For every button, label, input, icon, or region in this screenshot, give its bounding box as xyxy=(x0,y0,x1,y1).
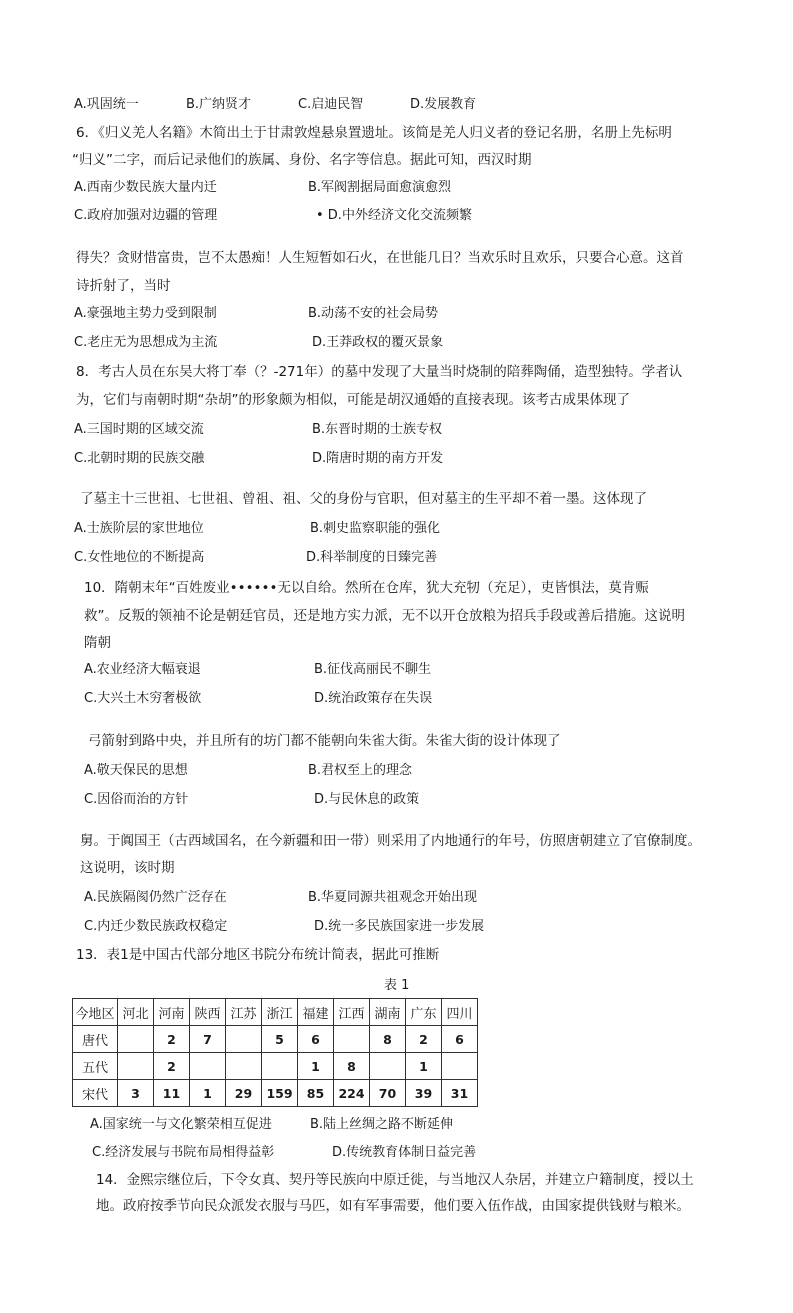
table-cell: 1 xyxy=(406,1053,442,1080)
table-header-cell: 河南 xyxy=(154,999,190,1026)
q9-option-a: A.士族阶层的家世地位 xyxy=(74,521,204,536)
table-header-cell: 浙江 xyxy=(262,999,298,1026)
table-header-cell: 福建 xyxy=(298,999,334,1026)
table-header-cell: 江苏 xyxy=(226,999,262,1026)
table-row xyxy=(73,1053,478,1080)
q8-option-d: D.隋唐时期的南方开发 xyxy=(312,451,444,466)
table-cell: 3 xyxy=(118,1080,154,1107)
q14-stem-line1: 14．金熙宗继位后，下令女真、契丹等民族向中原迁徙，与当地汉人杂居，并建立户籍制度，授以土 xyxy=(96,1172,694,1188)
table-cell: 8 xyxy=(334,1053,370,1080)
table-cell xyxy=(118,1053,154,1080)
q9-option-c: C.女性地位的不断提高 xyxy=(74,550,205,565)
table-cell: 2 xyxy=(406,1026,442,1053)
table-cell: 159 xyxy=(262,1080,298,1107)
q12-option-b: B.华夏同源共祖观念开始出现 xyxy=(308,890,478,905)
q8-option-c: C.北朝时期的民族交融 xyxy=(74,451,205,466)
table-header-cell: 河北 xyxy=(118,999,154,1026)
q8-option-a: A.三国时期的区域交流 xyxy=(74,422,204,437)
table-row-label: 唐代 xyxy=(73,1026,118,1053)
q7-option-d: D.王莽政权的覆灭景象 xyxy=(312,335,444,350)
q7-option-c: C.老庄无为思想成为主流 xyxy=(74,335,218,350)
q10-option-b: B.征伐高丽民不聊生 xyxy=(314,662,432,677)
table-cell: 6 xyxy=(298,1026,334,1053)
q12-stem-line2: 这说明，该时期 xyxy=(80,860,175,876)
table-cell xyxy=(226,1053,262,1080)
q6-option-d: • D.中外经济文化交流频繁 xyxy=(316,208,472,223)
q6-stem-line2: “归义”二字，而后记录他们的族属、身份、名字等信息。据此可知，西汉时期 xyxy=(72,152,532,168)
q7-stem-line1: 得失？贪财惜富贵，岂不太愚痴！人生短暂如石火，在世能几日？当欢乐时且欢乐，只要合心意。这首 xyxy=(76,250,684,266)
q11-option-b: B.君权至上的理念 xyxy=(308,763,413,778)
table-header-cell: 湖南 xyxy=(370,999,406,1026)
q10-option-d: D.统治政策存在失误 xyxy=(314,691,433,706)
table-row-label: 宋代 xyxy=(73,1080,118,1107)
table-header-cell: 四川 xyxy=(442,999,478,1026)
table-header-cell: 陕西 xyxy=(190,999,226,1026)
q11-option-d: D.与民休息的政策 xyxy=(314,792,420,807)
table-cell: 29 xyxy=(226,1080,262,1107)
q12-option-c: C.内迁少数民族政权稳定 xyxy=(84,919,228,934)
table-cell xyxy=(190,1053,226,1080)
q12-stem-line1: 舅。于阗国王（古西域国名，在今新疆和田一带）则采用了内地通行的年号，仿照唐朝建立了官僚制度。 xyxy=(80,833,701,849)
table-cell xyxy=(262,1053,298,1080)
table-cell: 31 xyxy=(442,1080,478,1107)
q10-stem-line1: 10．隋朝末年“百姓废业••••••无以自给。然所在仓库，犹大充牣（充足），吏皆惧法，莫肯赈 xyxy=(84,580,649,596)
q12-option-d: D.统一多民族国家进一步发展 xyxy=(314,919,485,934)
q13-option-a: A.国家统一与文化繁荣相互促进 xyxy=(90,1117,272,1132)
table-caption: 表 1 xyxy=(384,978,410,993)
table-cell: 8 xyxy=(370,1026,406,1053)
table-cell: 6 xyxy=(442,1026,478,1053)
q10-stem-line3: 隋朝 xyxy=(84,635,111,651)
q7-option-a: A.豪强地主势力受到限制 xyxy=(74,306,217,321)
q13-option-d: D.传统教育体制日益完善 xyxy=(332,1145,477,1160)
q8-stem-line1: 8．考古人员在东吴大将丁奉（？-271年）的墓中发现了大量当时烧制的陪葬陶俑，造型独特。学者认 xyxy=(76,364,683,380)
table-cell: 85 xyxy=(298,1080,334,1107)
table-header-cell: 江西 xyxy=(334,999,370,1026)
table-header-cell: 广东 xyxy=(406,999,442,1026)
table-cell: 1 xyxy=(298,1053,334,1080)
q7-option-b: B.动荡不安的社会局势 xyxy=(308,306,439,321)
table-row-label: 五代 xyxy=(73,1053,118,1080)
q10-stem-line2: 救”。反叛的领袖不论是朝廷官员，还是地方实力派，无不以开仓放粮为招兵手段或善后措施。这说明 xyxy=(84,608,685,624)
table-cell xyxy=(226,1026,262,1053)
q13-option-c: C.经济发展与书院布局相得益彰 xyxy=(92,1145,275,1160)
table-cell: 5 xyxy=(262,1026,298,1053)
q6-stem-line1: 6．《归义羌人名籍》木简出土于甘肃敦煌悬泉置遗址。该简是羌人归义者的登记名册，名册上先标明 xyxy=(76,125,672,141)
table-cell: 2 xyxy=(154,1053,190,1080)
q10-option-a: A.农业经济大幅衰退 xyxy=(84,662,201,677)
table-cell: 11 xyxy=(154,1080,190,1107)
table-cell: 1 xyxy=(190,1080,226,1107)
table-cell xyxy=(118,1026,154,1053)
q12-option-a: A.民族隔阂仍然广泛存在 xyxy=(84,890,227,905)
q7-stem-line2: 诗折射了，当时 xyxy=(76,278,171,294)
academy-distribution-table xyxy=(72,998,478,1107)
q8-option-b: B.东晋时期的士族专权 xyxy=(312,422,443,437)
q6-option-b: B.军阀割据局面愈演愈烈 xyxy=(308,180,452,195)
table-cell: 7 xyxy=(190,1026,226,1053)
q5-option-b: B.广纳贤才 xyxy=(186,97,252,112)
q10-option-c: C.大兴土木穷奢极欲 xyxy=(84,691,202,706)
q6-option-c: C.政府加强对边疆的管理 xyxy=(74,208,218,223)
table-header-row xyxy=(73,999,478,1026)
table-row xyxy=(73,1080,478,1107)
q11-stem-line1: 弓箭射到路中央，并且所有的坊门都不能朝向朱雀大街。朱雀大街的设计体现了 xyxy=(88,733,561,749)
table-cell xyxy=(442,1053,478,1080)
q14-stem-line2: 地。政府按季节向民众派发衣服与马匹，如有军事需要，他们要入伍作战，由国家提供钱财与粮米。 xyxy=(96,1198,690,1214)
q13-option-b: B.陆上丝绸之路不断延伸 xyxy=(310,1117,454,1132)
table-cell: 2 xyxy=(154,1026,190,1053)
q6-option-a: A.西南少数民族大量内迁 xyxy=(74,180,217,195)
q8-stem-line2: 为，它们与南朝时期“杂胡”的形象颇为相似，可能是胡汉通婚的直接表现。该考古成果体现了 xyxy=(76,392,630,408)
q11-option-c: C.因俗而治的方针 xyxy=(84,792,189,807)
table-cell xyxy=(370,1053,406,1080)
table-cell xyxy=(334,1026,370,1053)
q9-option-d: D.科举制度的日臻完善 xyxy=(306,550,438,565)
table-cell: 70 xyxy=(370,1080,406,1107)
q11-option-a: A.敬天保民的思想 xyxy=(84,763,188,778)
q5-option-c: C.启迪民智 xyxy=(298,97,364,112)
table-cell: 224 xyxy=(334,1080,370,1107)
q9-option-b: B.刺史监察职能的强化 xyxy=(310,521,441,536)
q13-stem-line1: 13．表1是中国古代部分地区书院分布统计简表，据此可推断 xyxy=(76,947,440,963)
q5-option-a: A.巩固统一 xyxy=(74,97,139,112)
table-cell: 39 xyxy=(406,1080,442,1107)
table-row xyxy=(73,1026,478,1053)
table-header-cell: 今地区 xyxy=(73,999,118,1026)
q5-option-d: D.发展教育 xyxy=(410,97,477,112)
q9-stem-line1: 了墓主十三世祖、七世祖、曾祖、祖、父的身份与官职，但对墓主的生平却不着一墨。这体现了 xyxy=(80,491,647,507)
